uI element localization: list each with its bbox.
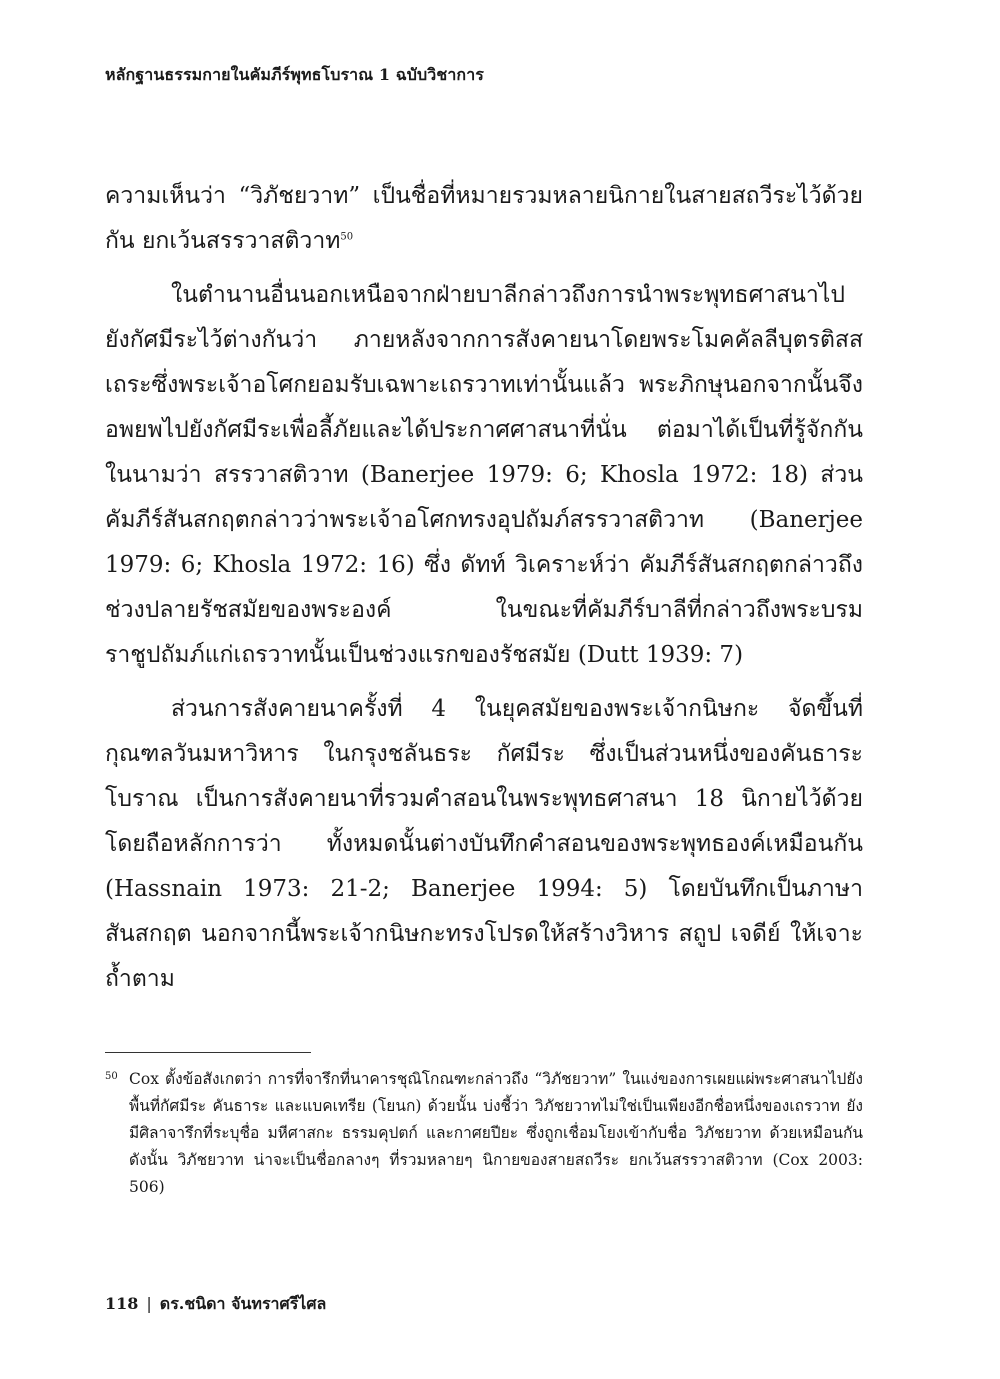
paragraph: [105, 273, 863, 678]
footnote-number: 50: [105, 1071, 118, 1082]
page-number: 118: [105, 1294, 139, 1313]
paragraph-text: ความเห็นว่า “วิภัชยวาท” เป็นชื่อที่หมายรวมหลายนิกายในสายสถวีระไว้ด้วยกัน ยกเว้นสรรวาสติวาท: [105, 183, 863, 254]
running-header: หลักฐานธรรมกายในคัมภีร์พุทธโบราณ 1 ฉบับวิชาการ: [105, 65, 484, 84]
author-name: ดร.ชนิดา จันทราศรีไศล: [159, 1294, 327, 1313]
body-text: [105, 174, 863, 1011]
footnotes: [105, 1066, 863, 1201]
paragraph: [105, 687, 863, 1002]
paragraph-text: ส่วนการสังคายนาครั้งที่ 4 ในยุคสมัยของพระเจ้ากนิษกะ จัดขึ้นที่กุณฑลวันมหาวิหาร ในกรุงชลันธระ กัศมีระ ซึ่งเป็นส่วนหนึ่งของคันธาระโบราณ เป็นการสังคายนาที่รวมคำสอนในพระพุทธศาสนา 18 นิกายไว้ด้วยโดยถือหลักการว่า ทั้งหมดนั้นต่างบันทึกคำสอนของพระพุทธองค์เหมือนกัน (Hassnain 1973: 21-2; Banerjee 1994: 5) โดยบันทึกเป็นภาษาสันสกฤต นอกจากนี้พระเจ้ากนิษกะทรงโปรดให้สร้างวิหาร สถูป เจดีย์ ให้เจาะถ้ำตาม: [105, 696, 863, 992]
paragraph-continuation: [105, 174, 863, 264]
footnote-divider: [105, 1052, 311, 1053]
page-footer: [105, 1292, 326, 1317]
footer-separator: |: [146, 1294, 152, 1313]
footnote: [105, 1066, 863, 1201]
footnote-reference[interactable]: 50: [340, 231, 354, 243]
paragraph-text: ในตำนานอื่นนอกเหนือจากฝ่ายบาลีกล่าวถึงการนำพระพุทธศาสนาไปยังกัศมีระไว้ต่างกันว่า ภายหลังจากการสังคายนาโดยพระโมคคัลลีบุตรติสสเถระซึ่งพระเจ้าอโศกยอมรับเฉพาะเถรวาทเท่านั้นแล้ว พระภิกษุนอกจากนั้นจึงอพยพไปยังกัศมีระเพื่อลี้ภัยและได้ประกาศศาสนาที่นั่น ต่อมาได้เป็นที่รู้จักกันในนามว่า สรรวาสติวาท (Banerjee 1979: 6; Khosla 1972: 18) ส่วนคัมภีร์สันสกฤตกล่าวว่าพระเจ้าอโศกทรงอุปถัมภ์สรรวาสติวาท (Banerjee 1979: 6; Khosla 1972: 16) ซึ่ง ดัทท์ วิเคราะห์ว่า คัมภีร์สันสกฤตกล่าวถึงช่วงปลายรัชสมัยของพระองค์ ในขณะที่คัมภีร์บาลีที่กล่าวถึงพระบรมราชูปถัมภ์แก่เถรวาทนั้นเป็นช่วงแรกของรัชสมัย (Dutt 1939: 7): [105, 282, 863, 668]
footnote-text: Cox ตั้งข้อสังเกตว่า การที่จารึกที่นาคารชุณิโกณฑะกล่าวถึง “วิภัชยวาท” ในแง่ของการเผยแผ่พระศาสนาไปยังพื้นที่กัศมีระ คันธาระ และแบคเทรีย (โยนก) ด้วยนั้น บ่งชี้ว่า วิภัชยวาทไม่ใช่เป็นเพียงอีกชื่อหนึ่งของเถรวาท ยังมีศิลาจารึกที่ระบุชื่อ มหีศาสกะ ธรรมคุปตก์ และกาศยปียะ ซึ่งถูกเชื่อมโยงเข้ากับชื่อ วิภัชยวาท ด้วยเหมือนกัน ดังนั้น วิภัชยวาท น่าจะเป็นชื่อกลางๆ ที่รวมหลายๆ นิกายของสายสถวีระ ยกเว้นสรรวาสติวาท (Cox 2003: 506): [129, 1070, 863, 1196]
